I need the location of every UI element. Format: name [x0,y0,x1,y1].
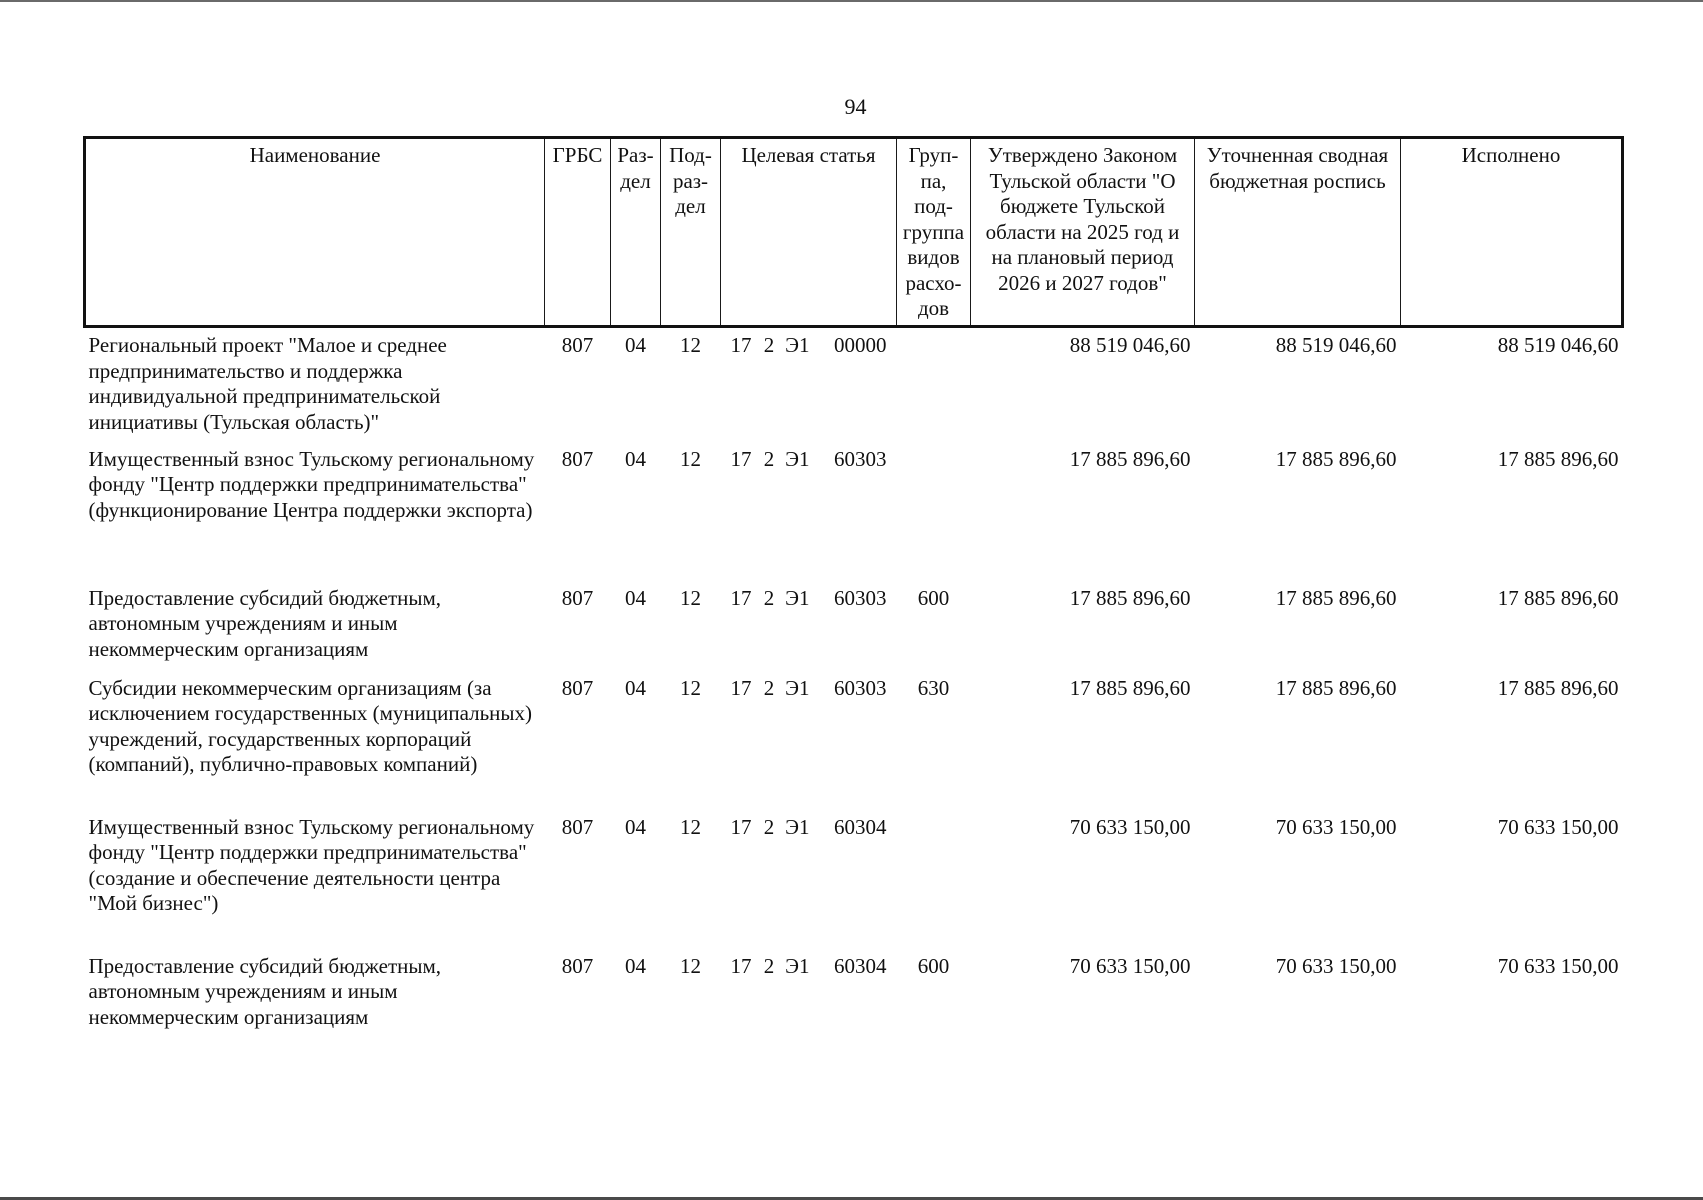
page-number: 94 [844,94,867,119]
row-podrazdel: 12 [680,585,701,610]
row-podrazdel: 12 [680,814,701,839]
row-razdel: 04 [625,585,646,610]
row-refined: 17 885 896,60 [1275,585,1397,610]
row-group: 630 [917,675,950,700]
row-group [897,442,971,581]
row-grbs: 807 [561,953,594,978]
row-refined: 88 519 046,60 [1275,333,1397,357]
row-group: 600 [917,585,950,610]
col-header-group: Груп- па, под- группа видов расхо- дов [897,138,971,327]
row-razdel: 04 [625,333,646,357]
target-part: 60304 [833,814,887,839]
row-target [721,671,897,810]
col-header-name: Наименование [85,138,545,327]
row-target [721,581,897,671]
target-part: 17 [730,585,752,610]
row-name: Имущественный взнос Тульскому региональному фонду "Центр поддержки предпринимательства" (функционирование Центра поддержки экспорта) [88,446,535,522]
row-executed: 17 885 896,60 [1497,675,1619,700]
col-header-target: Целевая статья [721,138,897,327]
target-part: 17 [730,333,752,357]
row-name: Предоставление субсидий бюджетным, автономным учреждениям и иным некоммерческим организациям [88,585,442,661]
target-part: Э1 [785,585,810,610]
table-row [85,327,1623,442]
row-target [721,949,897,1039]
row-approved: 17 885 896,60 [1069,585,1191,610]
target-part: 60303 [833,585,887,610]
row-approved: 88 519 046,60 [1069,333,1191,357]
row-podrazdel: 12 [680,675,701,700]
scan-edge-top [0,0,1703,2]
row-grbs: 807 [561,814,594,839]
row-refined: 70 633 150,00 [1275,953,1397,978]
row-name: Региональный проект "Малое и среднее предпринимательство и поддержка индивидуальной предпринимательской инициативы (Тульская область)" [88,333,447,434]
target-part: 17 [730,446,752,471]
target-part: 17 [730,814,752,839]
row-group [897,810,971,949]
row-executed: 17 885 896,60 [1497,446,1619,471]
target-part: 2 [763,446,775,471]
row-podrazdel: 12 [680,333,701,357]
row-target [721,327,897,442]
target-part: Э1 [785,675,810,700]
target-part: 60303 [833,446,887,471]
table-row [85,671,1623,810]
target-part: 2 [763,333,775,357]
row-grbs: 807 [561,585,594,610]
row-approved: 17 885 896,60 [1069,675,1191,700]
row-podrazdel: 12 [680,953,701,978]
target-part: 17 [730,953,752,978]
row-executed: 17 885 896,60 [1497,585,1619,610]
budget-table [83,136,1624,1039]
target-part: Э1 [785,953,810,978]
row-grbs: 807 [561,675,594,700]
target-part: Э1 [785,446,810,471]
table-row [85,581,1623,671]
table-row [85,949,1623,1039]
row-executed: 88 519 046,60 [1497,333,1619,357]
row-refined: 17 885 896,60 [1275,675,1397,700]
row-executed: 70 633 150,00 [1497,953,1619,978]
row-approved: 17 885 896,60 [1069,446,1191,471]
row-razdel: 04 [625,675,646,700]
row-name: Субсидии некоммерческим организациям (за исключением государственных (муниципальных) учреждений, государственных корпораций (компаний), публично-правовых компаний) [88,675,533,776]
table-row [85,810,1623,949]
table-row [85,442,1623,581]
target-part: Э1 [785,333,810,357]
row-target [721,442,897,581]
row-podrazdel: 12 [680,446,701,471]
target-part: 2 [763,585,775,610]
target-part: 2 [763,814,775,839]
row-razdel: 04 [625,446,646,471]
target-part: 17 [730,675,752,700]
target-part: Э1 [785,814,810,839]
col-header-executed: Исполнено [1401,138,1623,327]
row-group [897,327,971,442]
row-grbs: 807 [561,446,594,471]
target-part: 60303 [833,675,887,700]
col-header-approved: Утверждено Законом Тульской области "О бюджете Тульской области на 2025 год и на плановый период 2026 и 2027 годов" [971,138,1195,327]
row-razdel: 04 [625,953,646,978]
row-refined: 70 633 150,00 [1275,814,1397,839]
target-part: 00000 [833,333,887,357]
row-executed: 70 633 150,00 [1497,814,1619,839]
row-approved: 70 633 150,00 [1069,953,1191,978]
col-header-razdel: Раз- дел [611,138,661,327]
header-row [85,138,1623,327]
row-name: Имущественный взнос Тульскому региональному фонду "Центр поддержки предпринимательства" (создание и обеспечение деятельности центра "Мой бизнес") [88,814,535,915]
row-group: 600 [917,953,950,978]
col-header-grbs: ГРБС [545,138,611,327]
col-header-podrazdel: Под- раз- дел [661,138,721,327]
row-razdel: 04 [625,814,646,839]
row-target [721,810,897,949]
row-name: Предоставление субсидий бюджетным, автономным учреждениям и иным некоммерческим организациям [88,953,442,1029]
row-refined: 17 885 896,60 [1275,446,1397,471]
row-approved: 70 633 150,00 [1069,814,1191,839]
target-part: 60304 [833,953,887,978]
target-part: 2 [763,953,775,978]
col-header-refined: Уточненная сводная бюджетная роспись [1195,138,1401,327]
row-grbs: 807 [561,333,594,357]
target-part: 2 [763,675,775,700]
